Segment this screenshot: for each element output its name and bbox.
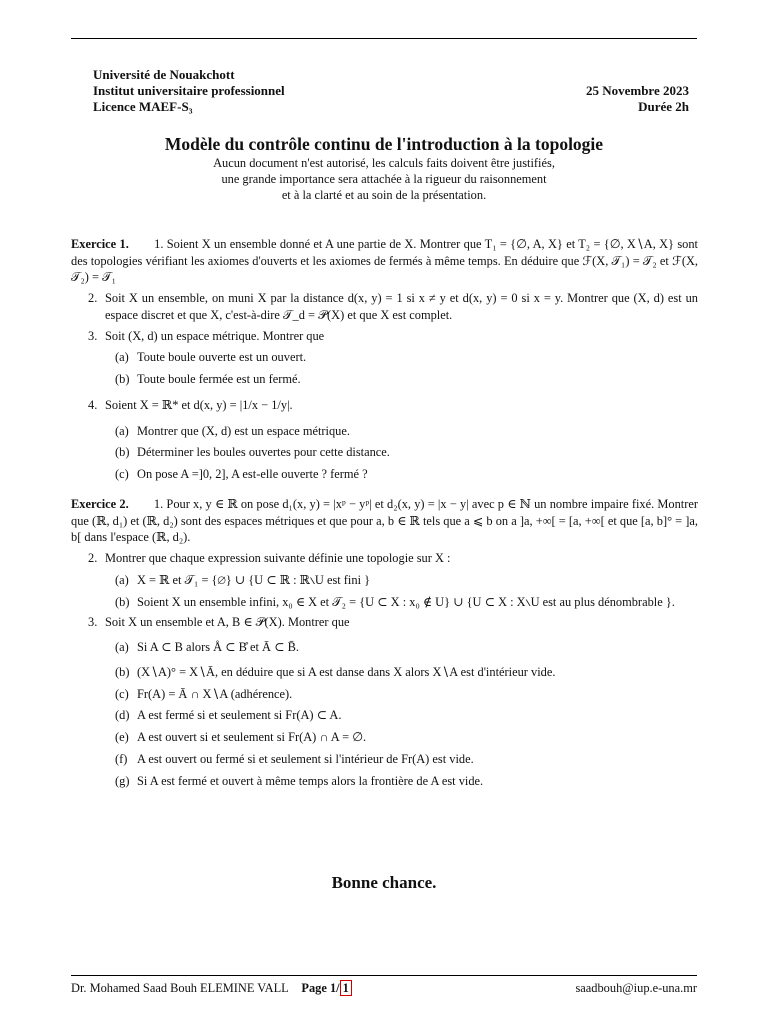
exercise-1-label: Exercice 1. bbox=[71, 237, 129, 251]
item-text: Soit X un ensemble et A, B ∈ 𝒫(X). Montrer que bbox=[105, 615, 350, 630]
sub-item bbox=[71, 371, 698, 388]
item-number: 1. bbox=[154, 237, 164, 251]
page-total-link[interactable]: 1 bbox=[340, 980, 352, 996]
item-text: Montrer que chaque expression suivante définie une topologie sur X : bbox=[105, 551, 451, 566]
program-name: Licence MAEF-S₃ bbox=[93, 99, 193, 114]
sub-item-text: Si A est fermé et ouvert à même temps alors la frontière de A est vide. bbox=[137, 773, 484, 788]
author-email: saadbouh@iup.e-una.mr bbox=[575, 981, 697, 995]
sub-item-number: (b) bbox=[115, 594, 130, 609]
exercise-2-item-2 bbox=[71, 550, 698, 567]
sub-item bbox=[71, 773, 698, 790]
exercise-2 bbox=[71, 496, 698, 789]
page-indicator bbox=[301, 981, 351, 995]
instruction-line: et à la clarté et au soin de la présentation. bbox=[281, 188, 487, 202]
sub-item-number: (e) bbox=[115, 730, 129, 745]
exercise-1 bbox=[71, 236, 698, 483]
sub-item bbox=[71, 707, 698, 724]
exercise-1-item-4 bbox=[71, 397, 698, 414]
institute-name: Institut universitaire professionnel bbox=[93, 83, 285, 98]
sub-item bbox=[71, 572, 698, 589]
bottom-rule bbox=[71, 975, 697, 976]
item-number: 2. bbox=[88, 551, 98, 566]
page-label: Page 1/ bbox=[301, 981, 340, 995]
exercise-1-item-2 bbox=[71, 290, 698, 323]
sub-item bbox=[71, 466, 698, 483]
sub-item-number: (d) bbox=[115, 708, 130, 723]
sub-item-number: (c) bbox=[115, 686, 129, 701]
top-rule bbox=[71, 38, 697, 39]
exercise-1-item-3 bbox=[71, 328, 698, 345]
sub-item bbox=[71, 686, 698, 703]
instruction-line: une grande importance sera attachée à la rigueur du raisonnement bbox=[221, 172, 547, 186]
sub-item-number: (a) bbox=[115, 423, 129, 438]
sub-item-text: Déterminer les boules ouvertes pour cette distance. bbox=[137, 445, 390, 460]
item-text: Soit X un ensemble, on muni X par la distance d(x, y) = 1 si x ≠ y et d(x, y) = 0 si x = y. Montrer que (X, d) est un espace discret et que X, c'est-à-dire 𝒯_d = 𝒫(X) et que X est complet. bbox=[105, 291, 698, 322]
exam-duration: Durée 2h bbox=[638, 99, 689, 114]
exercise-1-item-1 bbox=[71, 236, 698, 286]
sub-item-number: (a) bbox=[115, 640, 129, 655]
footer-left bbox=[71, 980, 352, 997]
closing-message: Bonne chance. bbox=[331, 873, 437, 892]
item-number: 1. bbox=[153, 497, 164, 511]
header-right bbox=[586, 83, 689, 115]
item-number: 2. bbox=[88, 291, 98, 306]
exercise-2-item-1 bbox=[71, 496, 698, 546]
sub-item-number: (b) bbox=[115, 445, 130, 460]
sub-item-text: On pose A =]0, 2], A est-elle ouverte ? fermé ? bbox=[137, 467, 368, 482]
sub-item-text: Soient X un ensemble infini, x₀ ∈ X et 𝒯₂ = {U ⊂ X : x₀ ∉ U} ∪ {U ⊂ X : X∖U est au plus dénombrable }. bbox=[137, 594, 675, 609]
sub-item-number: (b) bbox=[115, 664, 130, 679]
sub-item-number: (b) bbox=[115, 372, 130, 387]
item-number: 3. bbox=[88, 615, 98, 630]
instructions bbox=[0, 155, 768, 203]
sub-item bbox=[71, 444, 698, 461]
sub-item bbox=[71, 423, 698, 440]
sub-item bbox=[71, 594, 698, 611]
sub-item-text: A est fermé si et seulement si Fr(A) ⊂ A. bbox=[137, 708, 342, 723]
exercise-2-item-3 bbox=[71, 614, 698, 631]
sub-item bbox=[71, 729, 698, 746]
university-name: Université de Nouakchott bbox=[93, 67, 235, 82]
item-text: Pour x, y ∈ ℝ on pose d₁(x, y) = |xᵖ − yᵖ| et d₂(x, y) = |x − y| avec p ∈ ℕ un nombre impaire fixé. Montrer que (ℝ, d₁) et (ℝ, d₂) sont des espaces métriques et que pour a, b ∈ ℝ tels que a ⩽ b on a ]a, +∞[ = [a, +∞[ et que [a, b]° = ]a, b[ dans l'espace (ℝ, d₂). bbox=[71, 497, 698, 545]
sub-item-number: (a) bbox=[115, 572, 129, 587]
sub-item-number: (a) bbox=[115, 350, 129, 365]
sub-item-text: A est ouvert ou fermé si et seulement si l'intérieur de Fr(A) est vide. bbox=[137, 751, 474, 766]
sub-item-number: (f) bbox=[115, 751, 128, 766]
sub-item-text: Toute boule fermée est un fermé. bbox=[137, 372, 301, 387]
exercise-2-label: Exercice 2. bbox=[71, 497, 129, 511]
sub-item-text: Toute boule ouverte est un ouvert. bbox=[137, 350, 307, 365]
sub-item-text: Si A ⊂ B alors Å ⊂ B̊ et Ā ⊂ B̄. bbox=[137, 640, 299, 655]
header-left bbox=[93, 67, 285, 115]
item-text: Soient X = ℝ* et d(x, y) = |1/x − 1/y|. bbox=[105, 397, 293, 412]
sub-item-text: A est ouvert si et seulement si Fr(A) ∩ A = ∅. bbox=[137, 730, 367, 745]
sub-item-text: (X∖A)° = X∖Ā, en déduire que si A est danse dans X alors X∖A est d'intérieur vide. bbox=[137, 664, 556, 679]
exam-title: Modèle du contrôle continu de l'introduction à la topologie bbox=[164, 134, 604, 154]
sub-item bbox=[71, 639, 698, 656]
item-text: Soit (X, d) un espace métrique. Montrer que bbox=[105, 328, 325, 343]
sub-item bbox=[71, 751, 698, 768]
sub-item bbox=[71, 664, 698, 681]
sub-item-text: Montrer que (X, d) est un espace métrique. bbox=[137, 423, 350, 438]
sub-item-text: X = ℝ et 𝒯₁ = {∅} ∪ {U ⊂ ℝ : ℝ∖U est fini } bbox=[137, 572, 371, 587]
instruction-line: Aucun document n'est autorisé, les calculs faits doivent être justifiés, bbox=[213, 156, 555, 170]
sub-item-number: (c) bbox=[115, 467, 129, 482]
author-name: Dr. Mohamed Saad Bouh ELEMINE VALL bbox=[71, 981, 289, 995]
exam-date: 25 Novembre 2023 bbox=[585, 83, 689, 98]
sub-item-number: (g) bbox=[115, 773, 130, 788]
sub-item-text: Fr(A) = Ā ∩ X∖A (adhérence). bbox=[137, 686, 293, 701]
item-number: 3. bbox=[88, 328, 98, 343]
item-number: 4. bbox=[88, 397, 98, 412]
sub-item bbox=[71, 349, 698, 366]
item-text: Soient X un ensemble donné et A une partie de X. Montrer que T₁ = {∅, A, X} et T₂ = {∅, X∖A, X} sont des topologies vérifiant les axiomes d'ouverts et les axiomes de fermés à même temps. En déduire que ℱ(X, 𝒯₁) = 𝒯₂ et ℱ(X, 𝒯₂) = 𝒯₁ bbox=[71, 237, 698, 285]
